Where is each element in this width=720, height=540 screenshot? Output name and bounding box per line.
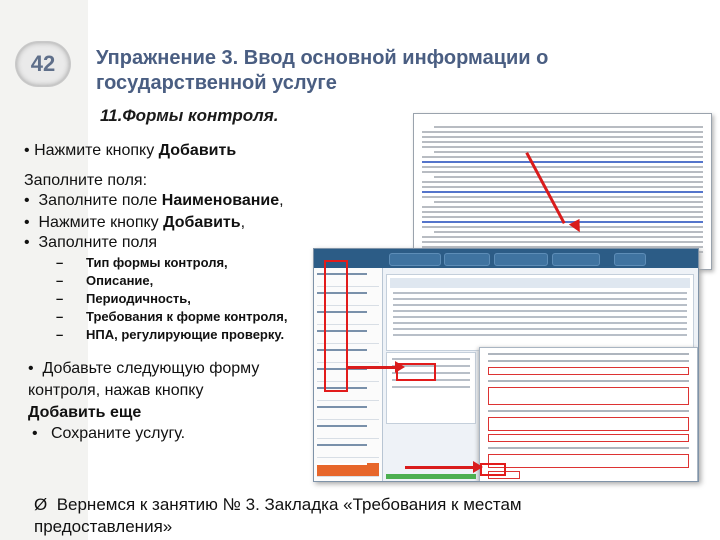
arrow-to-add-more <box>405 466 475 469</box>
next-step-note: Ø Вернемся к занятию № 3. Закладка «Требования к местам <box>34 495 522 514</box>
subfield-item: – Периодичность, <box>56 291 191 306</box>
slide-subtitle: 11.Формы контроля. <box>100 106 279 125</box>
fill-intro: Заполните поля: <box>24 172 148 189</box>
app-status-bar <box>386 474 476 479</box>
document-heading-placeholder <box>414 114 711 123</box>
subfield-item: – Тип формы контроля, <box>56 255 228 270</box>
app-control-form <box>479 347 698 482</box>
slide-number-badge <box>16 42 70 86</box>
instruction-add: • Нажмите кнопку Добавить <box>24 142 237 159</box>
instruction-fill-name: • Заполните поле Наименование, <box>24 192 284 209</box>
instruction-fill-fields: • Заполните поля <box>24 234 158 251</box>
next-step-note-cont: предоставления» <box>34 517 173 536</box>
slide-number: 42 <box>30 51 56 76</box>
instruction-save: • Сохраните услугу. <box>32 425 186 442</box>
sidebar-item-control-forms <box>317 463 379 477</box>
highlight-add-more-button <box>480 463 506 476</box>
arrow-head-add <box>395 361 405 373</box>
app-toolbar <box>314 249 698 268</box>
arrow-to-add-button <box>348 366 398 369</box>
arrow-head-add-more <box>473 461 483 473</box>
subfield-item: – Описание, <box>56 273 154 288</box>
instruction-press-add: • Нажмите кнопку Добавить, <box>24 214 246 231</box>
registry-app-screenshot <box>313 248 699 482</box>
regulation-document-screenshot <box>413 113 712 270</box>
subfield-item: – НПА, регулирующие проверку. <box>56 327 285 342</box>
highlight-sidebar <box>324 260 348 392</box>
slide-title: Упражнение 3. Ввод основной информации о государственной услуге <box>96 47 549 94</box>
instruction-add-more: • Добавьте следующую форму контроля, нажав кнопку Добавить еще <box>28 360 260 421</box>
app-main-panel <box>386 274 694 351</box>
subfield-item: – Требования к форме контроля, <box>56 309 288 324</box>
